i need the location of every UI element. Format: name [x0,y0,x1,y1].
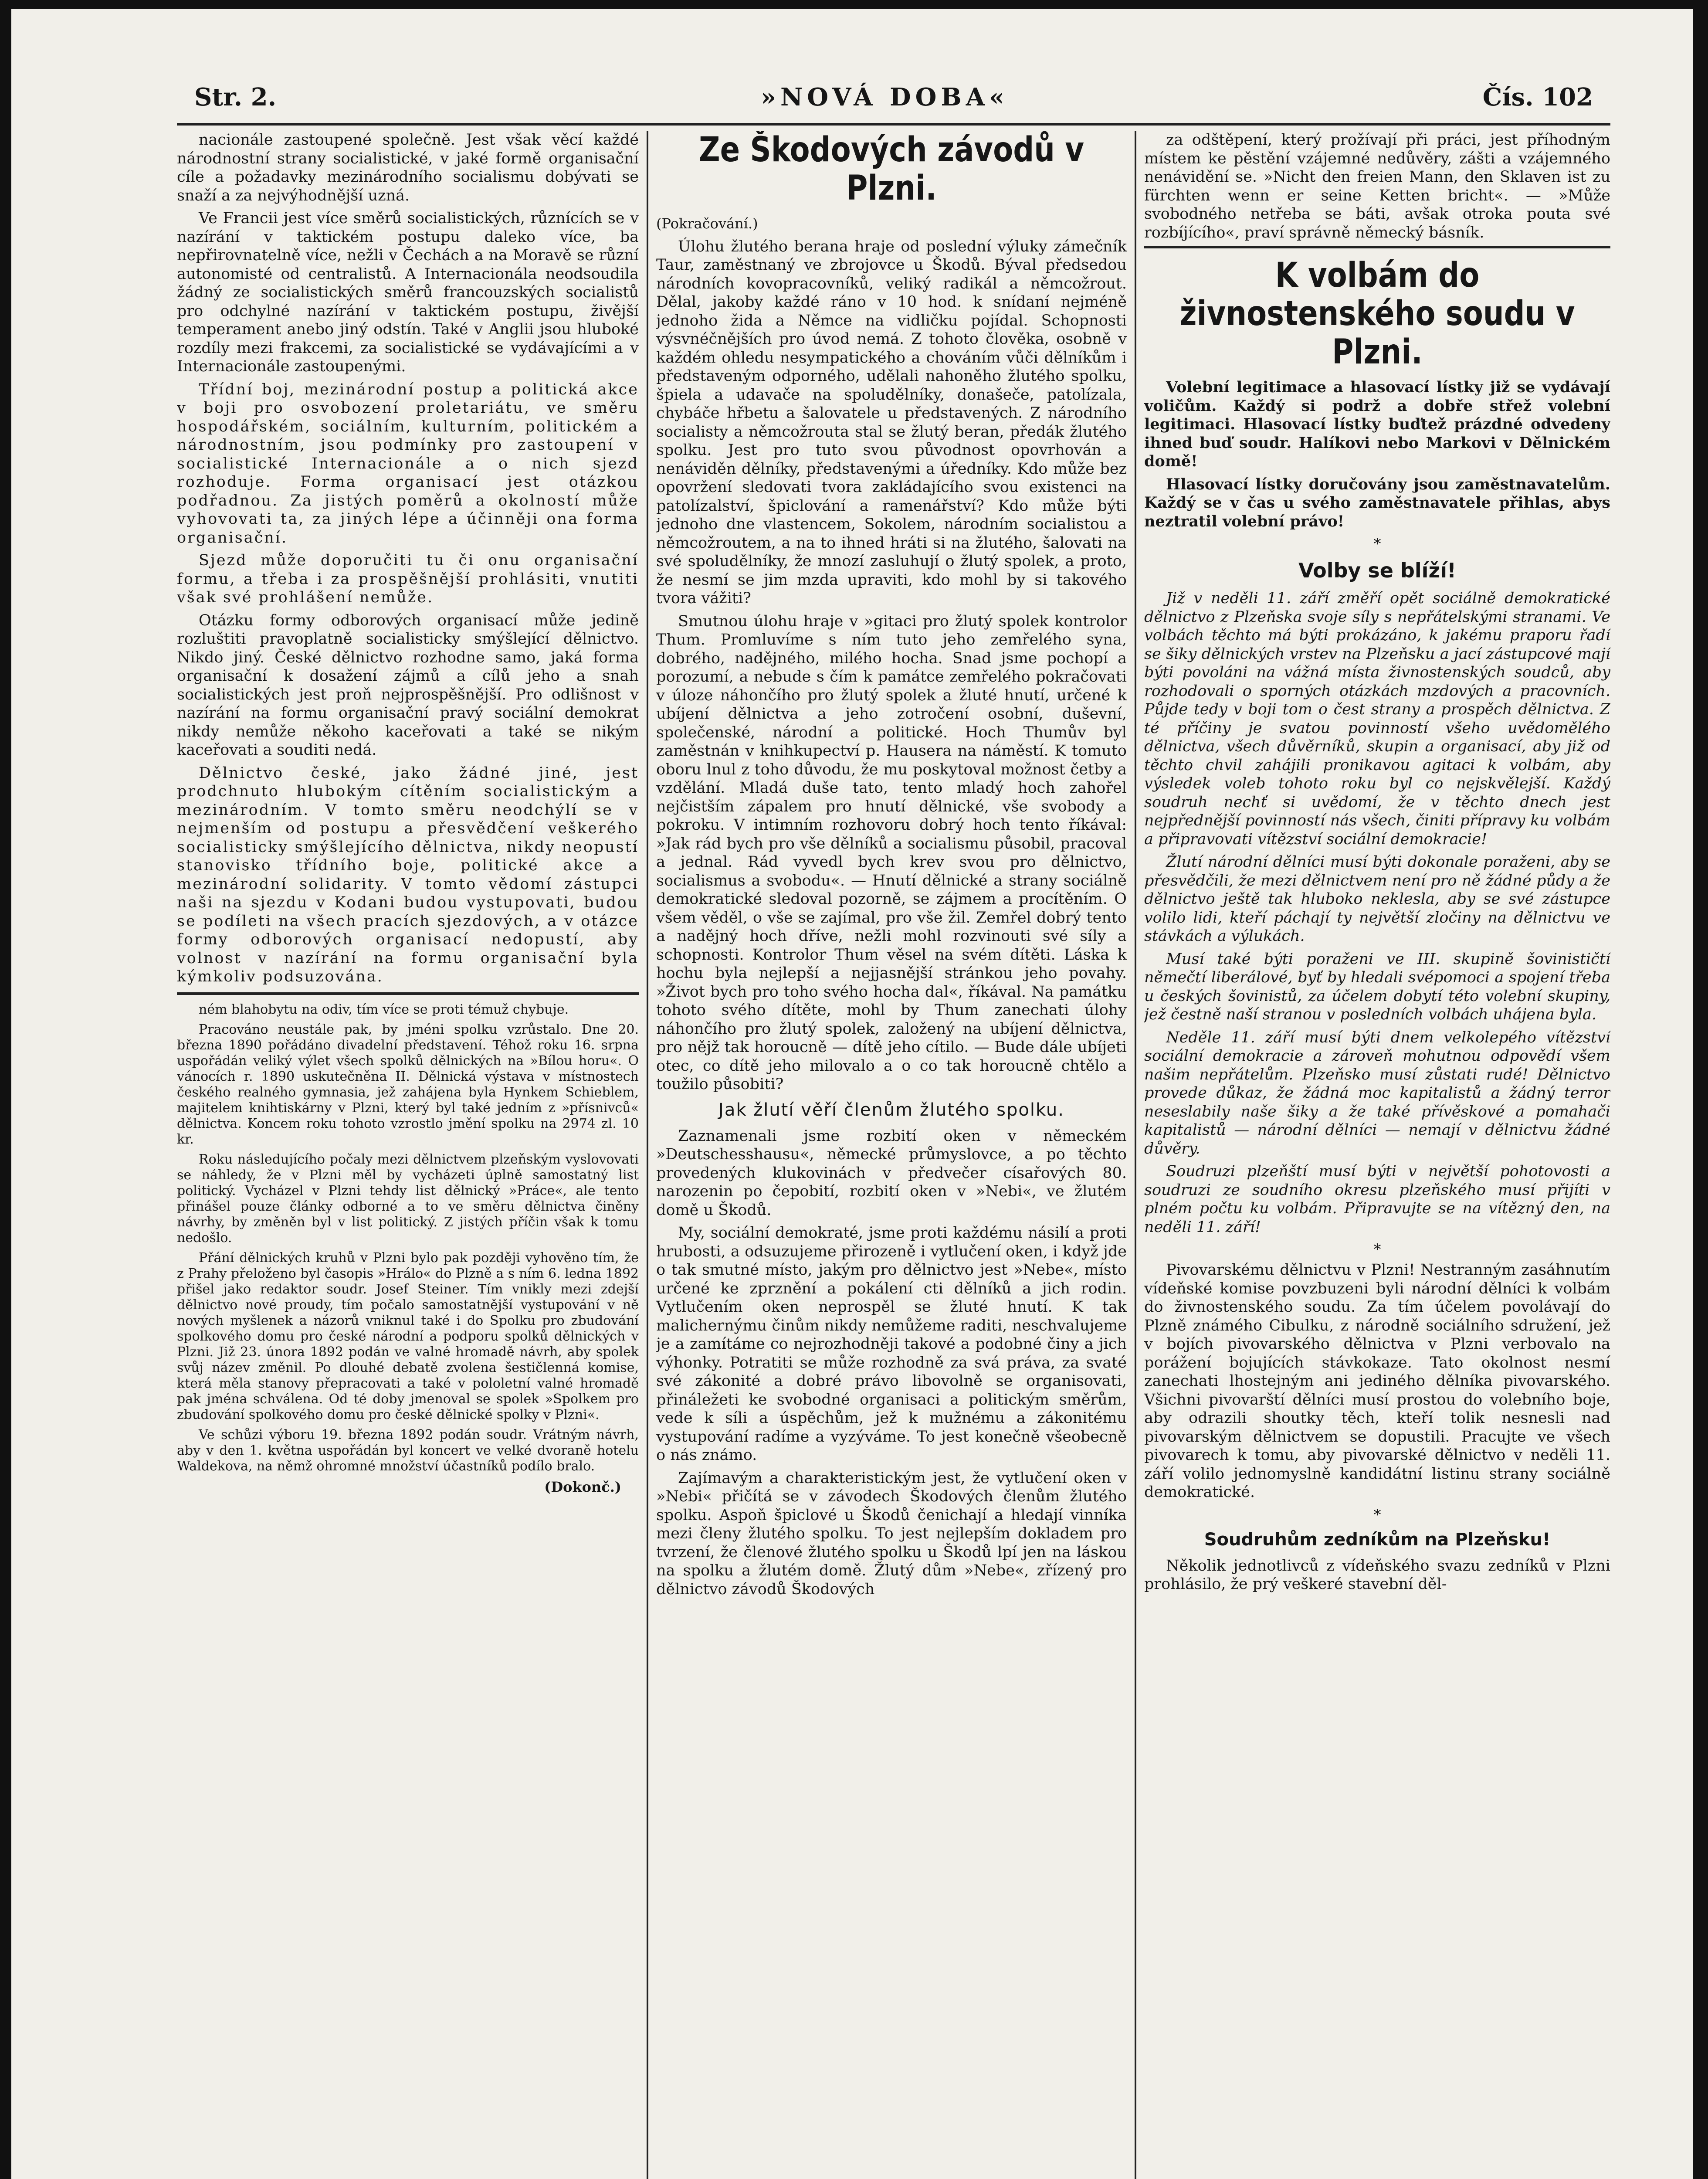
subheading-yellow-union: Jak žlutí věří členům žlutého spolku. [718,1100,1064,1120]
feuilleton-signature: (Dokonč.) [544,1478,621,1495]
section-separator: * [1373,535,1381,553]
col1-paragraph: Třídní boj, mezinárodní postup a politická akce v boji pro osvobození proletariátu, ve směru hospodářském, sociálním, kulturním, politickém a národnostním, jsou podmínky pro zastoupení v socialistické Internacionále a o nich sjezd rozhoduje. Forma organisací jest otázkou podřadnou. Za jistých poměrů a okolností může vyhovovati ta, za jiných lépe a účinněji ona forma organisační. [177,380,639,546]
col3-paragraph: Hlasovací lístky doručovány jsou zaměstnavatelům. Každý se v čas u svého zaměstnavatele přihlas, abys neztratil volební právo! [1144,475,1610,530]
col3-paragraph: Žlutí národní dělníci musí býti dokonale poraženi, aby se přesvědčili, že mezi dělnictvem není pro ně žádné půdy a že dělnictvo ještě tak hluboko neklesla, aby se své zástupce volilo lidi, kteří páchají ty největší zločiny na dělnictvu ve stávkách a výlukách. [1144,853,1610,945]
col3-paragraph: Volební legitimace a hlasovací lístky již se vydávají voličům. Každý si podrž a dobře střež volební legitimaci. Hlasovací lístky buďtež prázdné odvedeny ihned buď soudr. Halíkovi nebo Markovi v Dělnickém domě! [1144,378,1610,470]
feuilleton-paragraph: Přání dělnických kruhů v Plzni bylo pak později vyhověno tím, že z Prahy přeloženo byl časopis »Hrálo« do Plzně a s ním 6. ledna 1892 přišel jako redaktor soudr. Josef Steiner. Tím vnikly mezi zdejší dělnictvo nové proudy, tím počalo samostatnější vystupování v ně nových myšlenek a názorů vniknul také i do Spolku pro zbudování spolkového domu pro české národní a podporu spolků dělnických v Plzni. Již 23. února 1892 podán ve valné hromadě návrh, aby spolek svůj název změnil. Po dlouhé debatě zvolena šestičlenná komise, která měla stanovy přepracovati a také v pololetní valné hromadě pak jména schválena. Od té doby jmenoval se spolek »Spolkem pro zbudování spolkového domu pro české dělnické spolky v Plzni«. [177,1250,639,1422]
article-headline-elections: K volbám do živnostenského soudu v Plzni. [1179,256,1575,372]
subheading-elections-near: Volby se blíží! [1298,559,1456,582]
col3-paragraph: Musí také býti poraženi ve III. skupině šovinističtí němečtí liberálové, byť by hledali svépomoci a spojení třeba u českých šovinistů, za účelem dobytí této volební skupiny, jež čestně naší stranou v posledních volbách uhájena byla. [1144,950,1610,1023]
continued-note: (Pokračování.) [656,215,758,232]
col1-paragraph: Dělnictvo české, jako žádné jiné, jest prodchnuto hlubokým cítěním socialistickým a mezinárodním. V tomto směru neodchýlí se v nejmenším od postupu a přesvědčení veškerého socialisticky smýšlejícího dělnictva, nikdy neopustí stanovisko třídního boje, politické akce a mezinárodní solidarity. V tomto vědomí zástupci naši na sjezdu v Kodani budou vystupovati, budou se podíleti na všech pracích sjezdových, a v otázce formy odborových organisací nedopustí, aby volnost v nazírání na formu organisační byla kýmkoliv podsuzována. [177,764,639,985]
col1-paragraph: nacionále zastoupené společně. Jest však věcí každé národnostní strany socialistické, v jaké formě organisační cíle a požadavky mezinárodního socialismu dobývati se snaží a za nejvýhodnější uzná. [177,131,639,204]
col2-paragraph: Zajímavým a charakteristickým jest, že vytlučení oken v »Nebi« přičítá se v závodech Škodových členům žlutého spolku. Aspoň špiclové u Škodů čenichají a hledají vinníka mezi členy žlutého spolku. To jest nejlepším dokladem pro tvrzení, že členové žlutého spolku u Škodů lpí jen na láskou na spolku a žlutém domě. Žlutý dům »Nebe«, zřízený pro dělnictvo závodů Škodových [656,1469,1127,1598]
newspaper-page [11,9,1693,2179]
feuilleton-paragraph: Pracováno neustále pak, by jméni spolku vzrůstalo. Dne 20. března 1890 pořádáno divadelní představení. Téhož roku 16. srpna uspořádán veliký výlet všech spolků dělnických na »Bílou horu«. O vánocích r. 1890 uskutečněna II. Dělnická výstava v místnostech českého realného gymnasia, jež zahájena byla Hynkem Schieblem, majitelem knihtiskárny v Plzni, který byl také jedním z »přísnivců« dělnictva. Koncem roku tohoto vzrostlo jmění spolku na 2974 zl. 10 kr. [177,1022,639,1147]
column-divider [647,131,648,2179]
feuilleton-rule [177,992,639,995]
col2-paragraph: Smutnou úlohu hraje v »gitaci pro žlutý spolek kontrolor Thum. Promluvíme s ním tuto jeho zemřelého syna, dobrého, nadějného, milého hocha. Snad jsme pochopí a porozumí, a nebude s čím k památce zemřelého pokračovati v úloze náhončího pro žlutý spolek a žluté hnutí, určené k ubíjení dělnictva a jeho zotročení osobní, duševní, společenské, národní a politické. Hoch Thumův byl zaměstnán v knihkupectví p. Hausera na náměstí. K tomuto oboru lnul z toho důvodu, že mu poskytoval možnost četby a vzdělání. Mladá duše tato, tento mladý hoch zahořel nejčistším zápalem pro hnutí dělnické, vše svobody a pokroku. V intimním rozhovoru dobrý hoch tento říkával: »Jak rád bych pro vše dělníků a socialismu působil, pracoval a jednal. Rád vyvedl bych krev svou pro dělnictvo, socialismus a svobodu«. — Hnutí dělnické a strany sociálně demokratické sledoval pozorně, se zájmem a procítěním. O všem věděl, o vše se zajímal, pro vše žil. Zemřel dobrý tento a nadějný hoch dříve, nežli mohl rozvinouti své síly a schopnosti. Kontrolor Thum věsel na svém dítěti. Láska k hochu byla nejlepší a nejjasnější stránkou jeho povahy. »Život bych pro toho svého hocha dal«, říkával. Na památku tohoto svého dítěte, mohl by Thum zanechati úlohy náhončího pro žlutý spolek, založený na ubíjení dělnictva, pro nějž tak horoucně — dítě jeho cítilo. — Bude dále ubíjeti otec, co dítě jeho milovalo a o co tak horoucně chtělo a toužilo působiti? [656,612,1127,1093]
col3-paragraph: za odštěpení, který prožívají při práci, jest příhodným místem ke pěstění vzájemné nedůvěry, zášti a vzájemného nenávidění se. »Nicht den freien Mann, den Sklaven ist zu fürchten wenn er seine Ketten bricht«. — »Může svobodného netřeba se báti, avšak otroka pouta své rozbíjícího«, praví správně německý básník. [1144,131,1610,241]
feuilleton-paragraph: Roku následujícího počaly mezi dělnictvem plzeňským vyslovovati se náhledy, že v Plzni měl by vycházeti úplně samostatný list politický. Vycházel v Plzni tehdy list dělnický »Práce«, ale tento přinášel pouze články odborné a to ve směru dělnictva činěny návrhy, by změněn byl v list politický. Z jistých příčin však k tomu nedošlo. [177,1151,639,1246]
col2-paragraph: Úlohu žlutého berana hraje od poslední výluky zámečník Taur, zaměstnaný ve zbrojovce u Škodů. Býval předsedou národních kovopracovníků, veliký radikál a němcožrout. Dělal, jakoby každé ráno v 10 hod. k snídaní nejméně jednoho žida a Němce na vidličku pojídal. Schopnosti výsvnéčnějších pro úvod nemá. Z tohoto člověka, osobně v každém ohledu nesympatického a chováním vůči dělníkům i představeným odporného, udělali nahoněho žlutého spolku, špiela a udavače na spoludělníky, donašeče, patolízala, chybáče hřbetu a šalovatele u představených. Z národního socialisty a němcožrouta stal se žlutý beran, předák žlutého spolku. Jest pro tuto svou původnost opovrhován a nenáviděn dělníky, představenými a úředníky. Kdo může bez opovržení sledovati tvora zakládajícího svou existenci na patolízalství, špiclování a ramenářství? Kdo může býti jednoho dne vlastencem, Sokolem, národním socialistou a němcožroutem, a na to ihned hráti si na žlutého, šalovati na své spoludělníky, že mnozí zasluhují o žlutý spolek, a proto, že nesmí se jim mzda upraviti, kdo mohl by si takového tvora vážiti? [656,238,1127,607]
col3-paragraph: Neděle 11. září musí býti dnem velkolepého vítězství sociální demokracie a zároveň mohutnou odpovědí všem našim nepřátelům. Plzeňsko musí zůstati rudé! Dělnictvo provede důkaz, že žádná moc kapitalistů a žádný terror neseslabily naše šiky a že také přívěskové a pomahači kapitalistů — národní dělníci — nemají v dělnictvu žádné důvěry. [1144,1028,1610,1157]
article-headline-skoda: Ze Škodových závodů v Plzni. [698,131,1084,208]
col3-paragraph: Již v neděli 11. září změří opět sociálně demokratické dělnictvo z Plzeňska svoje síly s nepřátelskými stranami. Ve volbách těchto má býti prokázáno, k jakému praporu řadí se šiky dělnických vrstev na Plzeňsku a jací zástupcové mají býti povoláni na vážná místa živnostenských soudců, aby rozhodovali o sporných otázkách mzdových a pracovních. Půjde tedy v boji tom o čest strany a prospěch dělnictva. Z té příčiny je svatou povinností všeho uvědomělého dělnictva, všech důvěrníků, skupin a organisací, aby již od těchto chvil zahájili pronikavou agitaci k volbám, aby výsledek voleb tohoto roku byl co nejskvělejší. Každý soudruh nechť si uvědomí, že v těchto dnech jest nejpřednější povinností nás všech, činiti přípravy ku volbám a připravovati vítězství sociální demokracie! [1144,590,1610,848]
header-rule [177,123,1610,126]
column-2 [656,131,1127,2179]
col2-paragraph: Zaznamenali jsme rozbití oken v německém »Deutschesshausu«, německé průmyslovce, a po těchto provedených klukovinách v předvečer císařových 80. narozenin po čepobití, rozbití oken v »Nebi«, ve žlutém domě u Škodů. [656,1127,1127,1219]
col3-paragraph: Několik jednotlivců z vídeňského svazu zedníků v Plzni prohlásilo, že prý veškeré stavební děl- [1144,1557,1610,1593]
subheading-masons: Soudruhům zedníkům na Plzeňsku! [1204,1529,1551,1550]
column-1 [177,131,639,2179]
col1-paragraph: Ve Francii jest více směrů socialistických, různících se v nazírání v taktickém postupu daleko více, ba nepřirovnatelně více, nežli v Čechách a na Moravě se různí autonomisté od centralistů. A Internacionála neodsoudila žádný ze socialistických směrů francouzských socialistů pro odchylné nazírání v taktickém postupu, živější temperament anebo jiný odstín. Také v Anglii jsou hluboké rozdíly mezi frakcemi, za socialistické se vydávajícími a v Internacionále zastoupenými. [177,210,639,375]
feuilleton-paragraph: Ve schůzi výboru 19. března 1892 podán soudr. Vrátným návrh, aby v den 1. května uspořádán byl koncert ve velké dvoraně hotelu Waldekova, na němž ohromné množství účastníků podílo bralo. [177,1427,639,1474]
column-divider [1135,131,1136,2179]
issue-number: Čís. 102 [1482,83,1593,112]
col1-paragraph: Otázku formy odborových organisací může jedině rozluštiti pravoplatně socialisticky smýšlející dělnictvo. Nikdo jiný. České dělnictvo rozhodne samo, jaká forma organisační k dosažení zájmů a cílů jeho a snah socialistických jest proň nejprospěšnější. Pro odlišnost v nazírání na formu organisační pravý sociální demokrat nikdy nemůže někoho kaceřovati a také se nikým kaceřovati a souditi nedá. [177,611,639,759]
col3-paragraph: Soudruzi plzeňští musí býti v největší pohotovosti a soudruzi ze soudního okresu plzeňského musí přijíti v plném počtu ku volbám. Připravujte se na vítězný den, na neděli 11. září! [1144,1163,1610,1236]
col1-paragraph: Sjezd může doporučiti tu či onu organisační formu, a třeba i za prospěšnější prohlásiti, vnutiti však své prohlášení nemůže. [177,552,639,606]
col3-paragraph: Pivovarskému dělnictvu v Plzni! Nestranným zasáhnutím vídeňské komise povzbuzeni byli národní dělníci k volbám do živnostenského soudu. Za tím účelem povolávají do Plzně známého Cibulku, z národně sociálního sdružení, jež v bojích pivovarského dělnictva v Plzni verbovalo na porážení bojujících stávkokaze. Tato okolnost nesmí zanechati lhostejným ani jediného dělníka pivovarského. Všichni pivovarští dělníci musí prostou do volebního boje, aby odrazili shoutky těch, kteří tolik nesnesli nad pivovarským dělnictvem se dopustili. Pracujte ve všech pivovarech k tomu, aby pivovarské dělnictvo v neděli 11. září volilo jednomyslně kandidátní listinu strany sociálně demokratické. [1144,1261,1610,1501]
section-separator: * [1373,1241,1381,1258]
feuilleton-paragraph: ném blahobytu na odiv, tím více se proti témuž chybuje. [199,1001,569,1017]
section-separator: * [1373,1506,1381,1524]
column-3 [1144,131,1610,2179]
page-number: Str. 2. [194,83,277,112]
col2-paragraph: My, sociální demokraté, jsme proti každému násilí a proti hrubosti, a odsuzujeme přirozeně i vytlučení oken, i když jde o tak smutné místo, jakým pro dělnictvo jest »Nebe«, místo určené ke zprznění a pokálení cti dělníků a jich rodin. Vytlučením oken neprospěl se žluté hnutí. K tak malichernýmu činům nikdy nemůžeme raditi, neschvalujeme je a zamítáme co nejrozhodněji takové a podobné činy a jich výhonky. Potratiti se může rozhodně za svá práva, za svaté své zákonité a dobré právo libovolně se organisovati, přináležeti ke svobodné organisaci a politickým směrům, vede k síli a úspěchům, jež k mužnému a zákonitému vystupování radíme a vyzýváme. To jest konečně všeobecně o nás známo. [656,1224,1127,1464]
newspaper-title: »NOVÁ DOBA« [761,83,1009,112]
section-rule [1144,246,1610,248]
